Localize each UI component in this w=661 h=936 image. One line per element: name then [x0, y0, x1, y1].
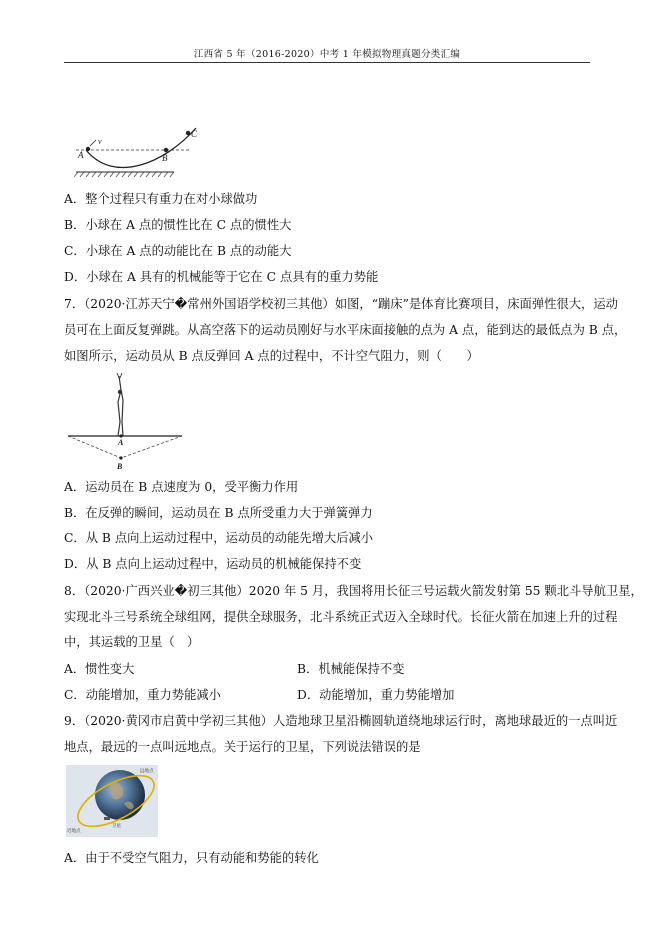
- q7-option-d: D．从 B 点向上运动过程中，运动员的机械能保持不变: [64, 557, 362, 571]
- q9-stem-line-2: 地点，最远的一点叫远地点。关于运行的卫星，下列说法错误的是: [64, 740, 421, 754]
- track-figure: [74, 124, 204, 180]
- label-b: B: [162, 153, 168, 163]
- q7-option-a: A．运动员在 B 点速度为 0，受平衡力作用: [64, 480, 299, 494]
- label-satellite: 卫星: [112, 823, 121, 828]
- q9-option-a: A．由于不受空气阻力，只有动能和势能的转化: [64, 851, 319, 865]
- q7-stem-line-2: 员可在上面反复弹跳。从高空落下的运动员刚好与水平床面接触的点为 A 点，能到达的最低点为 B 点，: [64, 323, 627, 337]
- header-divider: [64, 62, 590, 63]
- label-a: A: [78, 150, 84, 160]
- q8-option-b: B．机械能保持不变: [297, 662, 405, 676]
- q8-option-c: C．动能增加，重力势能减小: [64, 688, 221, 702]
- label-apogee: 远地点: [140, 768, 154, 773]
- label-perigee: 近地点: [67, 828, 81, 833]
- label-b: B: [117, 462, 123, 471]
- q8-option-d: D．动能增加，重力势能增加: [297, 688, 455, 702]
- q8-stem-line-2: 实现北斗三号系统全球组网，提供全球服务，北斗系统正式迈入全球时代。长征火箭在加速上升的过程: [64, 610, 618, 624]
- q7-option-b: B．在反弹的瞬间，运动员在 B 点所受重力大于弹簧弹力: [64, 506, 373, 520]
- label-v: v: [98, 137, 102, 146]
- q8-option-a: A．惯性变大: [64, 662, 135, 676]
- q7-stem-line-1: 7．（2020·江苏天宁�常州外国语学校初三其他）如图，“蹦床”是体育比赛项目，床面弹性很大，运动: [64, 297, 618, 311]
- label-c: C: [191, 129, 198, 139]
- q7-option-c: C．从 B 点向上运动过程中，运动员的动能先增大后减小: [64, 531, 374, 545]
- q6-option-d: D．小球在 A 具有的机械能等于它在 C 点具有的重力势能: [64, 270, 379, 284]
- label-a: A: [118, 438, 124, 447]
- q6-option-c: C．小球在 A 点的动能比在 B 点的动能大: [64, 244, 292, 258]
- q7-stem-line-3: 如图所示，运动员从 B 点反弹回 A 点的过程中，不计空气阻力，则（ ）: [64, 349, 479, 363]
- q8-stem-line-3: 中，其运载的卫星（ ）: [64, 635, 200, 649]
- q6-option-b: B．小球在 A 点的惯性比在 C 点的惯性大: [64, 218, 292, 232]
- q9-stem-line-1: 9．（2020·黄冈市启黄中学初三其他）人造地球卫星沿椭圆轨道绕地球运行时，离地球最近的一点叫近: [64, 714, 618, 728]
- page-header: 江西省 5 年（2016-2020）中考 1 年模拟物理真题分类汇编: [193, 49, 461, 60]
- satellite-orbit-figure: [66, 765, 158, 837]
- q8-stem-line-1: 8．（2020·广西兴业�初三其他）2020 年 5 月，我国将用长征三号运载火箭发射第 55 颗北斗导航卫星，: [64, 584, 643, 598]
- trampoline-figure: [66, 372, 186, 474]
- q6-option-a: A．整个过程只有重力在对小球做功: [64, 192, 258, 206]
